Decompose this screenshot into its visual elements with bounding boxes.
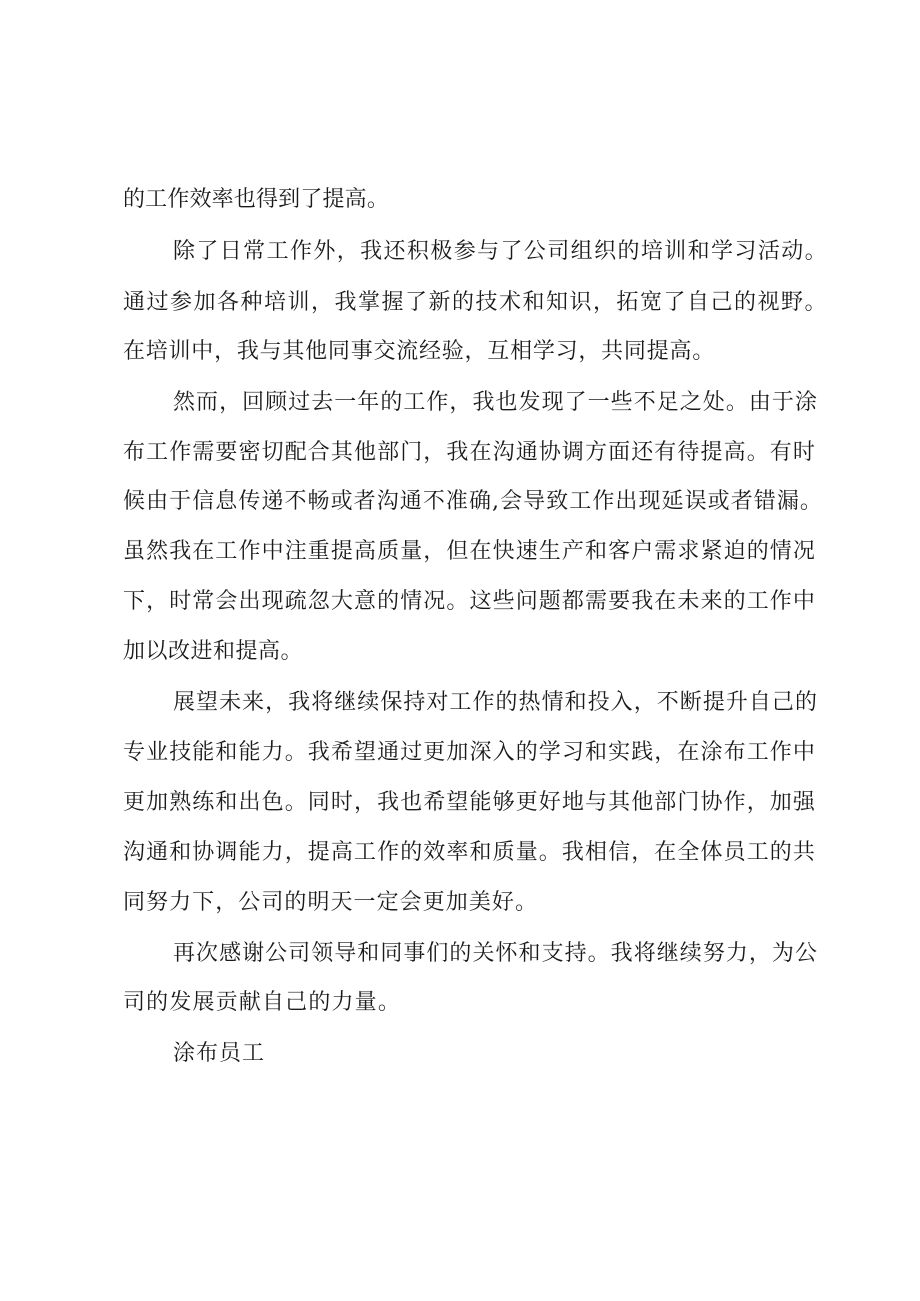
text-line: 然而，回顾过去一年的工作，我也发现了一些不足之处。由于涂 <box>173 390 819 415</box>
text-line: 展望未来，我将继续保持对工作的热情和投入，不断提升自己的 <box>173 690 819 715</box>
text-line: 沟通和协调能力，提高工作的效率和质量。我相信，在全体员工的共 <box>123 840 817 865</box>
text-line: 司的发展贡献自己的力量。 <box>123 990 402 1015</box>
text-line: 在培训中，我与其他同事交流经验，互相学习，共同提高。 <box>123 339 716 364</box>
text-line: 通过参加各种培训，我掌握了新的技术和知识，拓宽了自己的视野。 <box>123 290 829 315</box>
text-line: 候由于信息传递不畅或者沟通不准确,会导致工作出现延误或者错漏。 <box>123 489 823 514</box>
text-line: 加以改进和提高。 <box>123 639 304 664</box>
text-line: 更加熟练和出色。同时，我也希望能够更好地与其他部门协作，加强 <box>123 790 817 815</box>
text-line: 再次感谢公司领导和同事们的关怀和支持。我将继续努力，为公 <box>173 941 819 966</box>
text-line: 虽然我在工作中注重提高质量，但在快速生产和客户需求紧迫的情况 <box>123 539 817 564</box>
text-line: 布工作需要密切配合其他部门，我在沟通协调方面还有待提高。有时 <box>123 440 817 465</box>
signature-line: 涂布员工 <box>173 1041 266 1066</box>
text-line: 下，时常会出现疏忽大意的情况。这些问题都需要我在未来的工作中 <box>123 589 817 614</box>
text-line: 同努力下，公司的明天一定会更加美好。 <box>123 890 539 915</box>
text-line: 除了日常工作外，我还积极参与了公司组织的培训和学习活动。 <box>173 239 829 264</box>
text-line: 的工作效率也得到了提高。 <box>123 187 390 212</box>
text-line: 专业技能和能力。我希望通过更加深入的学习和实践，在涂布工作中 <box>123 740 817 765</box>
